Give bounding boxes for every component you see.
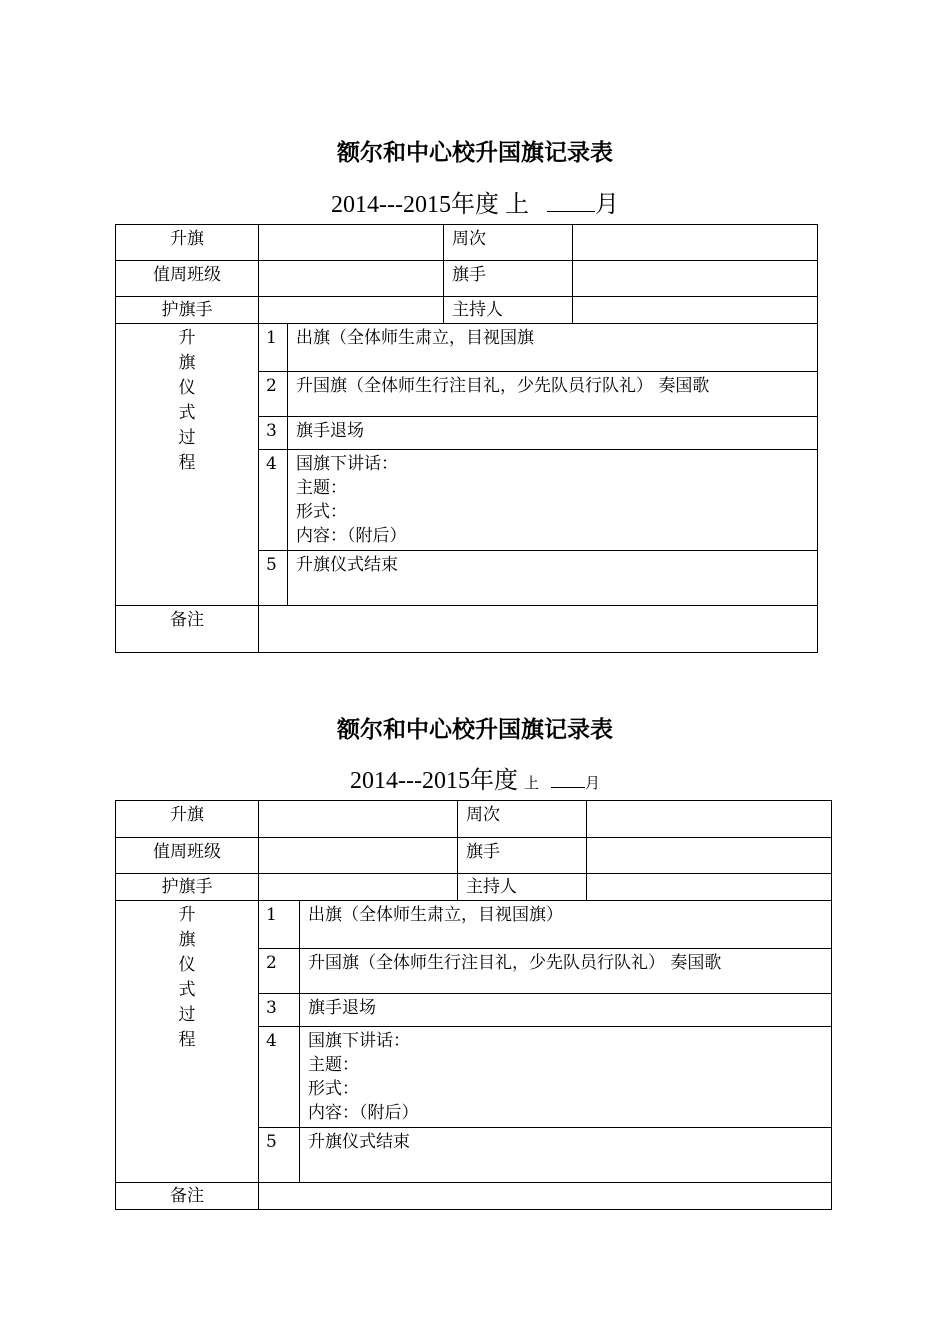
form1-remarks-label: 备注 — [116, 606, 259, 653]
form1-step-text: 出旗（全体师生肃立，目视国旗 — [288, 324, 818, 372]
form2-step-text: 旗手退场 — [300, 994, 832, 1027]
form1-title: 额尔和中心校升国旗记录表 — [337, 140, 613, 166]
form1-remarks-value[interactable] — [259, 606, 818, 653]
form2-week-label: 周次 — [458, 801, 587, 838]
form2-month: 月 — [584, 776, 600, 792]
form2-step-text: 出旗（全体师生肃立，目视国旗） — [300, 901, 832, 949]
form1-step-number: 3 — [259, 417, 288, 450]
form1-month-blank[interactable] — [547, 191, 595, 212]
form1-step-number: 2 — [259, 372, 288, 417]
form2-step-number: 2 — [259, 949, 300, 994]
form2-host-value[interactable] — [587, 874, 832, 901]
form1-duty-class-label: 值周班级 — [116, 261, 259, 297]
form2-table — [115, 800, 832, 1210]
form2-guard-value[interactable] — [259, 874, 458, 901]
form1-step-number: 5 — [259, 551, 288, 606]
form1-step-text: 国旗下讲话： 主题： 形式： 内容：（附后） — [288, 450, 818, 551]
form2-step-number: 5 — [259, 1128, 300, 1183]
form1-step-text: 升国旗（全体师生行注目礼，少先队员行队礼） 奏国歌 — [288, 372, 818, 417]
form2-step-text: 国旗下讲话： 主题： 形式： 内容：（附后） — [300, 1027, 832, 1128]
form2-remarks-value[interactable] — [259, 1183, 832, 1210]
form1-duty-class-value[interactable] — [259, 261, 444, 297]
form1-host-value[interactable] — [573, 297, 818, 324]
form2-step-number: 4 — [259, 1027, 300, 1128]
form1-step-number: 4 — [259, 450, 288, 551]
form1-flag-bearer-label: 旗手 — [444, 261, 573, 297]
form2-step-text: 升旗仪式结束 — [300, 1128, 832, 1183]
form1-guard-value[interactable] — [259, 297, 444, 324]
form2-step-number: 1 — [259, 901, 300, 949]
form2-step-number: 3 — [259, 994, 300, 1027]
form2-guard-label: 护旗手 — [116, 874, 259, 901]
form2-month-blank[interactable] — [551, 773, 585, 788]
form2-duty-class-value[interactable] — [259, 838, 458, 874]
form2-year-word: 年度 — [469, 768, 518, 794]
form1-flag-bearer-value[interactable] — [573, 261, 818, 297]
form2-process-label: 升 旗 仪 式 过 程 — [116, 901, 259, 1183]
form1-term: 上 — [504, 192, 529, 218]
form2-term: 上 — [523, 776, 539, 792]
form1-year-word: 年度 — [450, 192, 499, 218]
form1-step-text: 升旗仪式结束 — [288, 551, 818, 606]
form2-subtitle — [0, 760, 950, 795]
form1-guard-label: 护旗手 — [116, 297, 259, 324]
form2-flag-raise-value[interactable] — [259, 801, 458, 838]
form1-process-label: 升 旗 仪 式 过 程 — [116, 324, 259, 606]
form2-host-label: 主持人 — [458, 874, 587, 901]
form1-table — [115, 224, 818, 653]
form2-flag-bearer-label: 旗手 — [458, 838, 587, 874]
form1-subtitle — [0, 184, 950, 219]
form2-duty-class-label: 值周班级 — [116, 838, 259, 874]
form1-week-value[interactable] — [573, 225, 818, 261]
form1-month: 月 — [594, 192, 619, 218]
form2-remarks-label: 备注 — [116, 1183, 259, 1210]
form1-host-label: 主持人 — [444, 297, 573, 324]
form1-flag-raise-value[interactable] — [259, 225, 444, 261]
form1-week-label: 周次 — [444, 225, 573, 261]
form1-flag-raise-label: 升旗 — [116, 225, 259, 261]
form2-week-value[interactable] — [587, 801, 832, 838]
form2-flag-bearer-value[interactable] — [587, 838, 832, 874]
form1-years: 2014---2015 — [331, 192, 451, 218]
form1-step-number: 1 — [259, 324, 288, 372]
form2-years: 2014---2015 — [349, 768, 470, 794]
form2-step-text: 升国旗（全体师生行注目礼，少先队员行队礼） 奏国歌 — [300, 949, 832, 994]
form2-flag-raise-label: 升旗 — [116, 801, 259, 838]
form2-title: 额尔和中心校升国旗记录表 — [337, 717, 613, 743]
form1-step-text: 旗手退场 — [288, 417, 818, 450]
